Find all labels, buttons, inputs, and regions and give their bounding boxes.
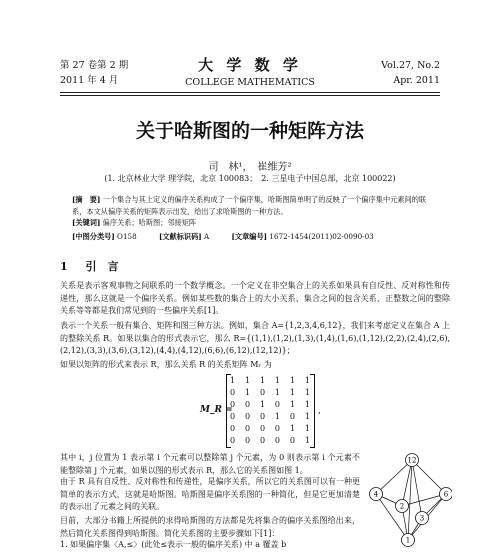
abstract-text: 一个集合与其上定义的偏序关系构成了一个偏序集，哈斯图简单明了的反映了一个偏序集中元素间的联系，本文从偏序关系的矩阵表示出发，给出了求哈斯图的一种方法。 [72, 195, 427, 216]
header-rule [60, 92, 440, 93]
matrix-cell: 1 [244, 388, 251, 397]
matrix-cell: 1 [304, 412, 310, 421]
matrix-cell: 0 [230, 424, 236, 433]
paragraph-4: 其中 i，j 位置为 1 表示第 i 个元素可以整除第 j 个元素，为 0 则表示第 i 个元素不能整除第 j 个元素，如果以图的形式表示 R，那么它的关系图如图 1。 [60, 453, 360, 475]
paragraph-7: 1. 如果偏序集〈A,≤〉(此处≤表示一般的偏序关系) 中 a 覆盖 b [60, 540, 287, 549]
matrix-cell: 0 [289, 436, 295, 445]
matrix-bracket-right [310, 374, 315, 448]
clc-value: O158 [117, 232, 137, 241]
id-label: [文章编号] [231, 232, 268, 241]
doc-value: A [204, 232, 210, 241]
matrix-cell: 1 [274, 412, 280, 421]
matrix-cell: 1 [259, 400, 266, 409]
graph-edge [408, 460, 412, 540]
header-right [381, 58, 440, 88]
matrix-cell: 1 [289, 424, 295, 433]
matrix-cell: 0 [274, 436, 280, 445]
paragraph-1: 关系是表示客观事物之间联系的一个数学概念。一个定义在非空集合上的关系如果具有自反性、反对称性和传递性，那么这就是一个偏序关系。例如某些数的集合上的大小关系、集合之间的包含关系、正整数之间的整除关系等等都是我们常见到的一些偏序关系[1]。 [60, 281, 450, 315]
matrix-cell: 0 [259, 424, 266, 433]
journal-title-cn: 大 学 数 学 [198, 56, 302, 74]
matrix-cell: 1 [259, 376, 266, 385]
graph-node-label: 3 [419, 514, 425, 523]
classification-meta [72, 232, 452, 242]
matrix-row [230, 412, 310, 424]
volume-issue-en: Vol.27, No.2 [381, 60, 440, 71]
clc-label: [中图分类号] [72, 232, 115, 241]
graph-node-label: 2 [399, 502, 405, 511]
matrix-cell: 1 [230, 376, 236, 385]
volume-issue: 第 27 卷第 2 期 [60, 60, 129, 71]
id-value: 1672-1454(2011)02-0090-03 [269, 232, 374, 241]
matrix-cell: 0 [244, 400, 251, 409]
matrix-cell: 1 [244, 376, 251, 385]
graph-node-label: 4 [373, 490, 379, 499]
graph-node-label: 12 [407, 456, 417, 465]
relation-matrix [200, 372, 350, 450]
matrix-row [230, 376, 310, 388]
section-heading [60, 258, 119, 274]
matrix-cell: 0 [274, 424, 280, 433]
matrix-row [230, 424, 310, 436]
matrix-cell: 1 [289, 400, 295, 409]
matrix-cell: 1 [289, 388, 295, 397]
matrix-cell: 1 [304, 376, 310, 385]
abstract [72, 194, 432, 229]
matrix-cell: 0 [230, 412, 236, 421]
graph-node-label: 1 [405, 536, 411, 545]
paragraph-3: 如果以矩阵的形式来表示 R，那么关系 R 的关系矩阵 Mᵣ 为 [60, 360, 272, 369]
matrix-cell: 0 [230, 400, 236, 409]
matrix-cell: 1 [274, 376, 280, 385]
matrix-cell: 0 [259, 388, 266, 397]
matrix-cell: 1 [304, 388, 310, 397]
section-title: 引 言 [85, 260, 119, 273]
graph-node-label: 6 [443, 490, 449, 499]
issue-date: 2011 年 4 月 [60, 75, 119, 86]
matrix-cell: 1 [304, 400, 310, 409]
matrix-cell: 0 [274, 400, 280, 409]
paragraph-6: 目前，大部分书籍上所提供的求得哈斯图的方法都是先将集合的偏序关系图给出来，然后简化关系图得到哈斯图。简化关系图的主要步骤如下[1]： [60, 516, 360, 538]
abstract-label: [摘 要] [72, 195, 101, 204]
matrix-label: M_R = [200, 405, 233, 415]
matrix-cell: 0 [230, 436, 236, 445]
matrix-cell: 1 [304, 436, 310, 445]
paper-title: 关于哈斯图的一种矩阵方法 [135, 120, 364, 142]
affiliations: (1. 北京林业大学 理学院，北京 100083； 2. 三星电子中国总部，北京 100022) [104, 174, 396, 183]
issue-date-en: Apr. 2011 [393, 75, 440, 86]
matrix-cell: 0 [259, 436, 266, 445]
keywords-label: [关键词] [72, 218, 101, 227]
matrix-cell: 0 [244, 424, 251, 433]
matrix-row [230, 436, 310, 448]
matrix-row [230, 400, 310, 412]
matrix-cell: 0 [259, 412, 266, 421]
doc-label: [文献标识码] [158, 232, 202, 241]
section-number: 1 [60, 260, 68, 273]
header-rule-thin [60, 95, 440, 96]
matrix-cell: 1 [289, 376, 295, 385]
graph-edge [376, 460, 412, 494]
journal-title-en: COLLEGE MATHEMATICS [185, 77, 315, 88]
matrix-cell: 0 [289, 412, 295, 421]
paragraph-5: 由于 R 具有自反性、反对称性和传递性，是偏序关系，所以它的关系图可以有一种更简单的表示方式，这就是哈斯图。哈斯图是偏序关系图的一种简化，但是它更加清楚的表示出了元素之间的关联。 [60, 477, 360, 511]
matrix-cell: 0 [244, 436, 251, 445]
matrix-cell: 0 [230, 388, 236, 397]
matrix-row [230, 388, 310, 400]
matrix-cell: 1 [304, 424, 310, 433]
paragraph-2: 表示一个关系一般有集合、矩阵和图三种方法。例如，集合 A={1,2,3,4,6,12}，我们来考虑定义在集合 A 上的整除关系 R。如果以集合的形式表示它，那么 R={(1,1),(1,2),(1,3),(1,4),(1,6),(1,12),(2,2),(2,4),(2,6),(2,12),(3,3),(3,6),(3,12),(4,4),(4,12),(6,6),(6,12),(12,12)}； [60, 321, 450, 355]
keywords-text: 偏序关系；哈斯图；邻接矩阵 [102, 218, 197, 227]
matrix-comma: , [318, 406, 321, 416]
authors: 司 林¹， 崔维芳² [208, 162, 292, 173]
matrix-cell: 0 [244, 412, 251, 421]
matrix-cell: 1 [274, 388, 280, 397]
relation-graph-figure [362, 446, 452, 552]
